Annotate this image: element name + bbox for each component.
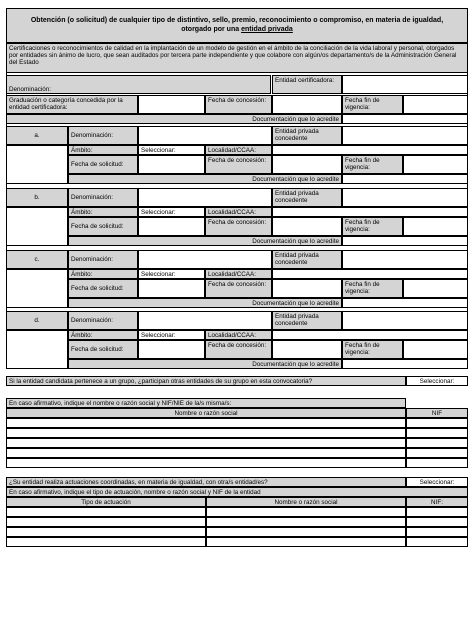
entry-0-fecha-fin-input[interactable] <box>403 155 468 174</box>
title-line-2 <box>7 25 467 34</box>
entry-1-denominacion-input[interactable] <box>138 188 272 207</box>
coord-row-2-tipo[interactable] <box>6 527 206 537</box>
intro-text: Certificaciones o reconocimientos de calidad en la implantación de un modelo de gestión en el ámbito de la conciliación de la vida laboral y personal, otorgados por entidades sin ánimo de lucro, que sean auditados por tercera parte independiente y que colabore con algún/os departamento/s de la Administración General del Estado <box>6 43 468 73</box>
entry-3-fecha-fin-label: Fecha fin de vigencia: <box>342 340 403 359</box>
entry-1-documentacion-label: Documentación que lo acredite <box>68 236 342 246</box>
coord-col-tipo: Tipo de actuación <box>6 497 206 507</box>
entry-3-documentacion-label: Documentación que lo acredite <box>68 359 342 369</box>
fecha-concesion-label: Fecha de concesión: <box>205 95 272 114</box>
entry-2-ambito-select[interactable]: Seleccionar: <box>138 269 205 279</box>
entry-1-ambito-label: Ámbito: <box>68 207 138 217</box>
entry-0-letter-blank <box>6 145 68 184</box>
coord-select[interactable]: Seleccionar: <box>406 477 468 487</box>
documentacion-input[interactable] <box>342 114 468 124</box>
entry-3-entidad-privada-label: Entidad privada concedente <box>272 311 342 330</box>
entry-0-letter: a. <box>6 126 68 145</box>
entry-3-letter: d. <box>6 311 68 330</box>
entry-3-fecha-fin-input[interactable] <box>403 340 468 359</box>
entry-2-fecha-concesion-label: Fecha de concesión: <box>205 279 272 298</box>
group-question: Si la entidad candidata pertenece a un grupo, ¿participan otras entidades de su grupo en esta convocatoria? <box>6 376 406 386</box>
entry-0-denominacion-label: Denominación: <box>68 126 138 145</box>
entry-2-ambito-label: Ámbito: <box>68 269 138 279</box>
entry-0-localidad-label: Localidad/CCAA: <box>205 145 272 155</box>
entry-2-fecha-fin-input[interactable] <box>403 279 468 298</box>
graduacion-input[interactable] <box>138 95 205 114</box>
entry-1-denominacion-label: Denominación: <box>68 188 138 207</box>
coord-col-nif: NIF: <box>406 497 468 507</box>
entry-0-documentacion-input[interactable] <box>342 174 468 184</box>
title-line-1: Obtención (o solicitud) de cualquier tipo de distintivo, sello, premio, reconocimiento o compromiso, en materia de igualdad, <box>30 17 444 24</box>
entry-2-denominacion-label: Denominación: <box>68 250 138 269</box>
coord-row-3-tipo[interactable] <box>6 537 206 547</box>
entry-1-fecha-fin-input[interactable] <box>403 217 468 236</box>
group-row-0-nif[interactable] <box>406 418 468 428</box>
entry-0-ambito-select[interactable]: Seleccionar: <box>138 145 205 155</box>
group-row-2-nombre[interactable] <box>6 438 406 448</box>
coord-question: ¿Su entidad realiza actuaciones coordinadas, en materia de igualdad, con otra/s entidad/es? <box>6 477 406 487</box>
fecha-fin-input[interactable] <box>403 95 468 114</box>
entry-3-fecha-solicitud-input[interactable] <box>138 340 205 359</box>
coord-col-nombre: Nombre o razón social <box>206 497 406 507</box>
form-title <box>6 8 468 43</box>
entry-2-localidad-input[interactable] <box>272 269 468 279</box>
entidad-certificadora-input[interactable] <box>342 75 468 94</box>
coord-row-1-nombre[interactable] <box>206 517 406 527</box>
entry-2-entidad-privada-label: Entidad privada concedente <box>272 250 342 269</box>
coord-row-1-nif[interactable] <box>406 517 468 527</box>
entry-2-fecha-fin-label: Fecha fin de vigencia: <box>342 279 403 298</box>
coord-row-3-nif[interactable] <box>406 537 468 547</box>
entry-1-fecha-solicitud-label: Fecha de solicitud: <box>68 217 138 236</box>
coord-row-1-tipo[interactable] <box>6 517 206 527</box>
group-row-1-nif[interactable] <box>406 428 468 438</box>
coord-row-3-nombre[interactable] <box>206 537 406 547</box>
entry-1-letter-blank <box>6 207 68 246</box>
entry-3-fecha-concesion-label: Fecha de concesión: <box>205 340 272 359</box>
entry-0-fecha-solicitud-input[interactable] <box>138 155 205 174</box>
entry-3-ambito-select[interactable]: Seleccionar: <box>138 330 205 340</box>
fecha-fin-label: Fecha fin de vigencia: <box>342 95 403 114</box>
denominacion-label: Denominación: <box>6 75 271 94</box>
fecha-concesion-input[interactable] <box>272 95 342 114</box>
group-col-nombre: Nombre o razón social <box>6 408 406 418</box>
entry-1-documentacion-input[interactable] <box>342 236 468 246</box>
entry-0-entidad-privada-input[interactable] <box>342 126 468 145</box>
entry-3-fecha-solicitud-label: Fecha de solicitud: <box>68 340 138 359</box>
entry-1-fecha-solicitud-input[interactable] <box>138 217 205 236</box>
entry-2-denominacion-input[interactable] <box>138 250 272 269</box>
entry-1-fecha-concesion-input[interactable] <box>272 217 342 236</box>
entry-0-fecha-concesion-label: Fecha de concesión: <box>205 155 272 174</box>
entry-2-documentacion-input[interactable] <box>342 298 468 308</box>
group-col-nif: NIF <box>406 408 468 418</box>
entry-2-fecha-concesion-input[interactable] <box>272 279 342 298</box>
group-row-0-nombre[interactable] <box>6 418 406 428</box>
group-select[interactable]: Seleccionar: <box>406 376 468 386</box>
entry-0-denominacion-input[interactable] <box>138 126 272 145</box>
entry-2-letter-blank <box>6 269 68 308</box>
entidad-certificadora-label: Entidad certificadora: <box>272 75 342 94</box>
documentacion-label: Documentación que lo acredite <box>6 114 342 124</box>
entry-3-localidad-input[interactable] <box>272 330 468 340</box>
entry-0-fecha-fin-label: Fecha fin de vigencia: <box>342 155 403 174</box>
title-prefix: otorgado por una <box>181 26 242 34</box>
entry-3-documentacion-input[interactable] <box>342 359 468 369</box>
entry-3-denominacion-input[interactable] <box>138 311 272 330</box>
group-row-3-nombre[interactable] <box>6 448 406 458</box>
entry-2-fecha-solicitud-input[interactable] <box>138 279 205 298</box>
title-underlined: entidad privada <box>241 26 293 34</box>
group-row-4-nif[interactable] <box>406 458 468 468</box>
coord-affirmative: En caso afirmativo, indique el tipo de actuación, nombre o razón social y NIF de la entidad <box>6 487 468 497</box>
coord-row-0-nif[interactable] <box>406 507 468 517</box>
entry-0-entidad-privada-label: Entidad privada concedente <box>272 126 342 145</box>
group-row-4-nombre[interactable] <box>6 458 406 468</box>
entry-2-fecha-solicitud-label: Fecha de solicitud: <box>68 279 138 298</box>
group-row-2-nif[interactable] <box>406 438 468 448</box>
entry-1-localidad-label: Localidad/CCAA: <box>205 207 272 217</box>
entry-3-denominacion-label: Denominación: <box>68 311 138 330</box>
entry-0-ambito-label: Ámbito: <box>68 145 138 155</box>
entry-1-fecha-concesion-label: Fecha de concesión: <box>205 217 272 236</box>
entry-2-localidad-label: Localidad/CCAA: <box>205 269 272 279</box>
graduacion-label: Graduación o categoría concedida por la entidad certificadora: <box>6 95 138 114</box>
group-affirmative: En caso afirmativo, indique el nombre o razón social y NIF/NIE de la/s misma/s: <box>6 398 406 408</box>
entry-1-entidad-privada-input[interactable] <box>342 188 468 207</box>
entry-2-entidad-privada-input[interactable] <box>342 250 468 269</box>
coord-row-2-nif[interactable] <box>406 527 468 537</box>
entry-0-fecha-concesion-input[interactable] <box>272 155 342 174</box>
entry-0-fecha-solicitud-label: Fecha de solicitud: <box>68 155 138 174</box>
entry-1-ambito-select[interactable]: Seleccionar: <box>138 207 205 217</box>
entry-1-letter: b. <box>6 188 68 207</box>
group-row-1-nombre[interactable] <box>6 428 406 438</box>
entry-3-letter-blank <box>6 330 68 369</box>
entry-3-fecha-concesion-input[interactable] <box>272 340 342 359</box>
entry-3-ambito-label: Ámbito: <box>68 330 138 340</box>
group-row-3-nif[interactable] <box>406 448 468 458</box>
entry-1-entidad-privada-label: Entidad privada concedente <box>272 188 342 207</box>
entry-1-localidad-input[interactable] <box>272 207 468 217</box>
entry-3-entidad-privada-input[interactable] <box>342 311 468 330</box>
coord-row-0-tipo[interactable] <box>6 507 206 517</box>
entry-0-localidad-input[interactable] <box>272 145 468 155</box>
coord-row-2-nombre[interactable] <box>206 527 406 537</box>
entry-1-fecha-fin-label: Fecha fin de vigencia: <box>342 217 403 236</box>
entry-2-letter: c. <box>6 250 68 269</box>
entry-0-documentacion-label: Documentación que lo acredite <box>68 174 342 184</box>
coord-row-0-nombre[interactable] <box>206 507 406 517</box>
entry-3-localidad-label: Localidad/CCAA: <box>205 330 272 340</box>
entry-2-documentacion-label: Documentación que lo acredite <box>68 298 342 308</box>
